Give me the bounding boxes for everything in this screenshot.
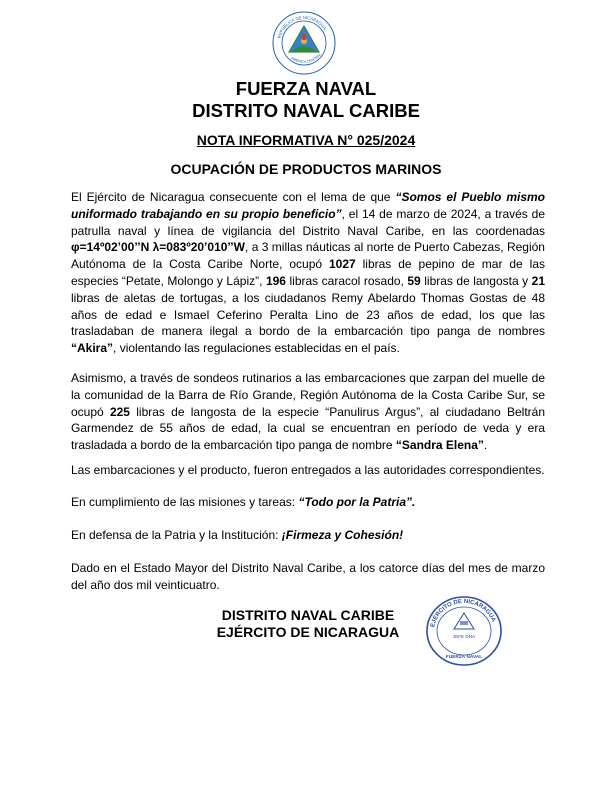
note-subject: OCUPACIÓN DE PRODUCTOS MARINOS <box>170 161 442 177</box>
paragraph-4: En cumplimiento de las misiones y tareas: “Todo por la Patria”. <box>71 495 416 509</box>
svg-text:REPÚBLICA DE NICARAGUA: REPÚBLICA DE NICARAGUA <box>276 14 328 39</box>
svg-text:FUERZA NAVAL: FUERZA NAVAL <box>445 655 483 660</box>
signature-army: EJÉRCITO DE NICARAGUA <box>216 624 400 640</box>
svg-text:EJÉRCITO DE NICARAGUA: EJÉRCITO DE NICARAGUA <box>430 598 497 628</box>
coat-of-arms-seal <box>271 10 337 76</box>
svg-text:AMÉRICA CENTRAL: AMÉRICA CENTRAL <box>290 52 323 64</box>
signature-district: DISTRITO NAVAL CARIBE <box>221 607 395 623</box>
paragraph-6: Dado en el Estado Mayor del Distrito Naval Caribe, a los catorce días del mes de marzo del año dos mil veinticuatro. <box>71 561 545 592</box>
district-title: DISTRITO NAVAL CARIBE <box>192 100 420 121</box>
paragraph-3: Las embarcaciones y el producto, fueron entregados a las autoridades correspondientes. <box>71 463 545 477</box>
paragraph-1: El Ejército de Nicaragua consecuente con el lema de que “Somos el Pueblo mismo uniformado trabajando en su propio beneficio”, el 14 de marzo de 2024, a través de patrulla naval y línea de vigilancia del Distrito Naval Caribe, en las coordenadas φ=14º02’00’’N λ=083º20’010’’W, a 3 millas náuticas al norte de Puerto Cabezas, Región Autónoma de la Costa Caribe Norte, ocupó 1027 libras de pepino de mar de las especies “Petate, Molongo y Lápiz”, 196 libras caracol rosado, 59 libras de langosta y 21 libras de aletas de tortugas, a los ciudadanos Remy Abelardo Thomas Gostas de 48 años de edad e Ismael Ceferino Peralta Lino de 23 años de edad, los que las trasladaban de manera ilegal a bordo de la embarcación tipo panga de nombres “Akira”, violentando las regulaciones establecidas en el país. <box>71 190 546 356</box>
paragraph-2: Asimismo, a través de sondeos rutinarios a las embarcaciones que zarpan del muelle de la comunidad de la Barra de Río Grande, Región Autónoma de la Costa Caribe Sur, se ocupó 225 libras de langosta de la especie “Panulirus Argus”, al ciudadano Beltrán Garmendez de 55 años de edad, la cual se encuentran en período de veda y era trasladada a bordo de la embarcación tipo panga de nombre “Sandra Elena”. <box>71 371 545 453</box>
note-number: NOTA INFORMATIVA N° 025/2024 <box>196 132 416 148</box>
institution-title: FUERZA NAVAL <box>235 78 377 99</box>
paragraph-5: En defensa de la Patria y la Institución: ¡Firmeza y Cohesión! <box>71 528 404 542</box>
official-stamp <box>424 595 504 667</box>
svg-text:JEFE DNA: JEFE DNA <box>452 634 476 639</box>
